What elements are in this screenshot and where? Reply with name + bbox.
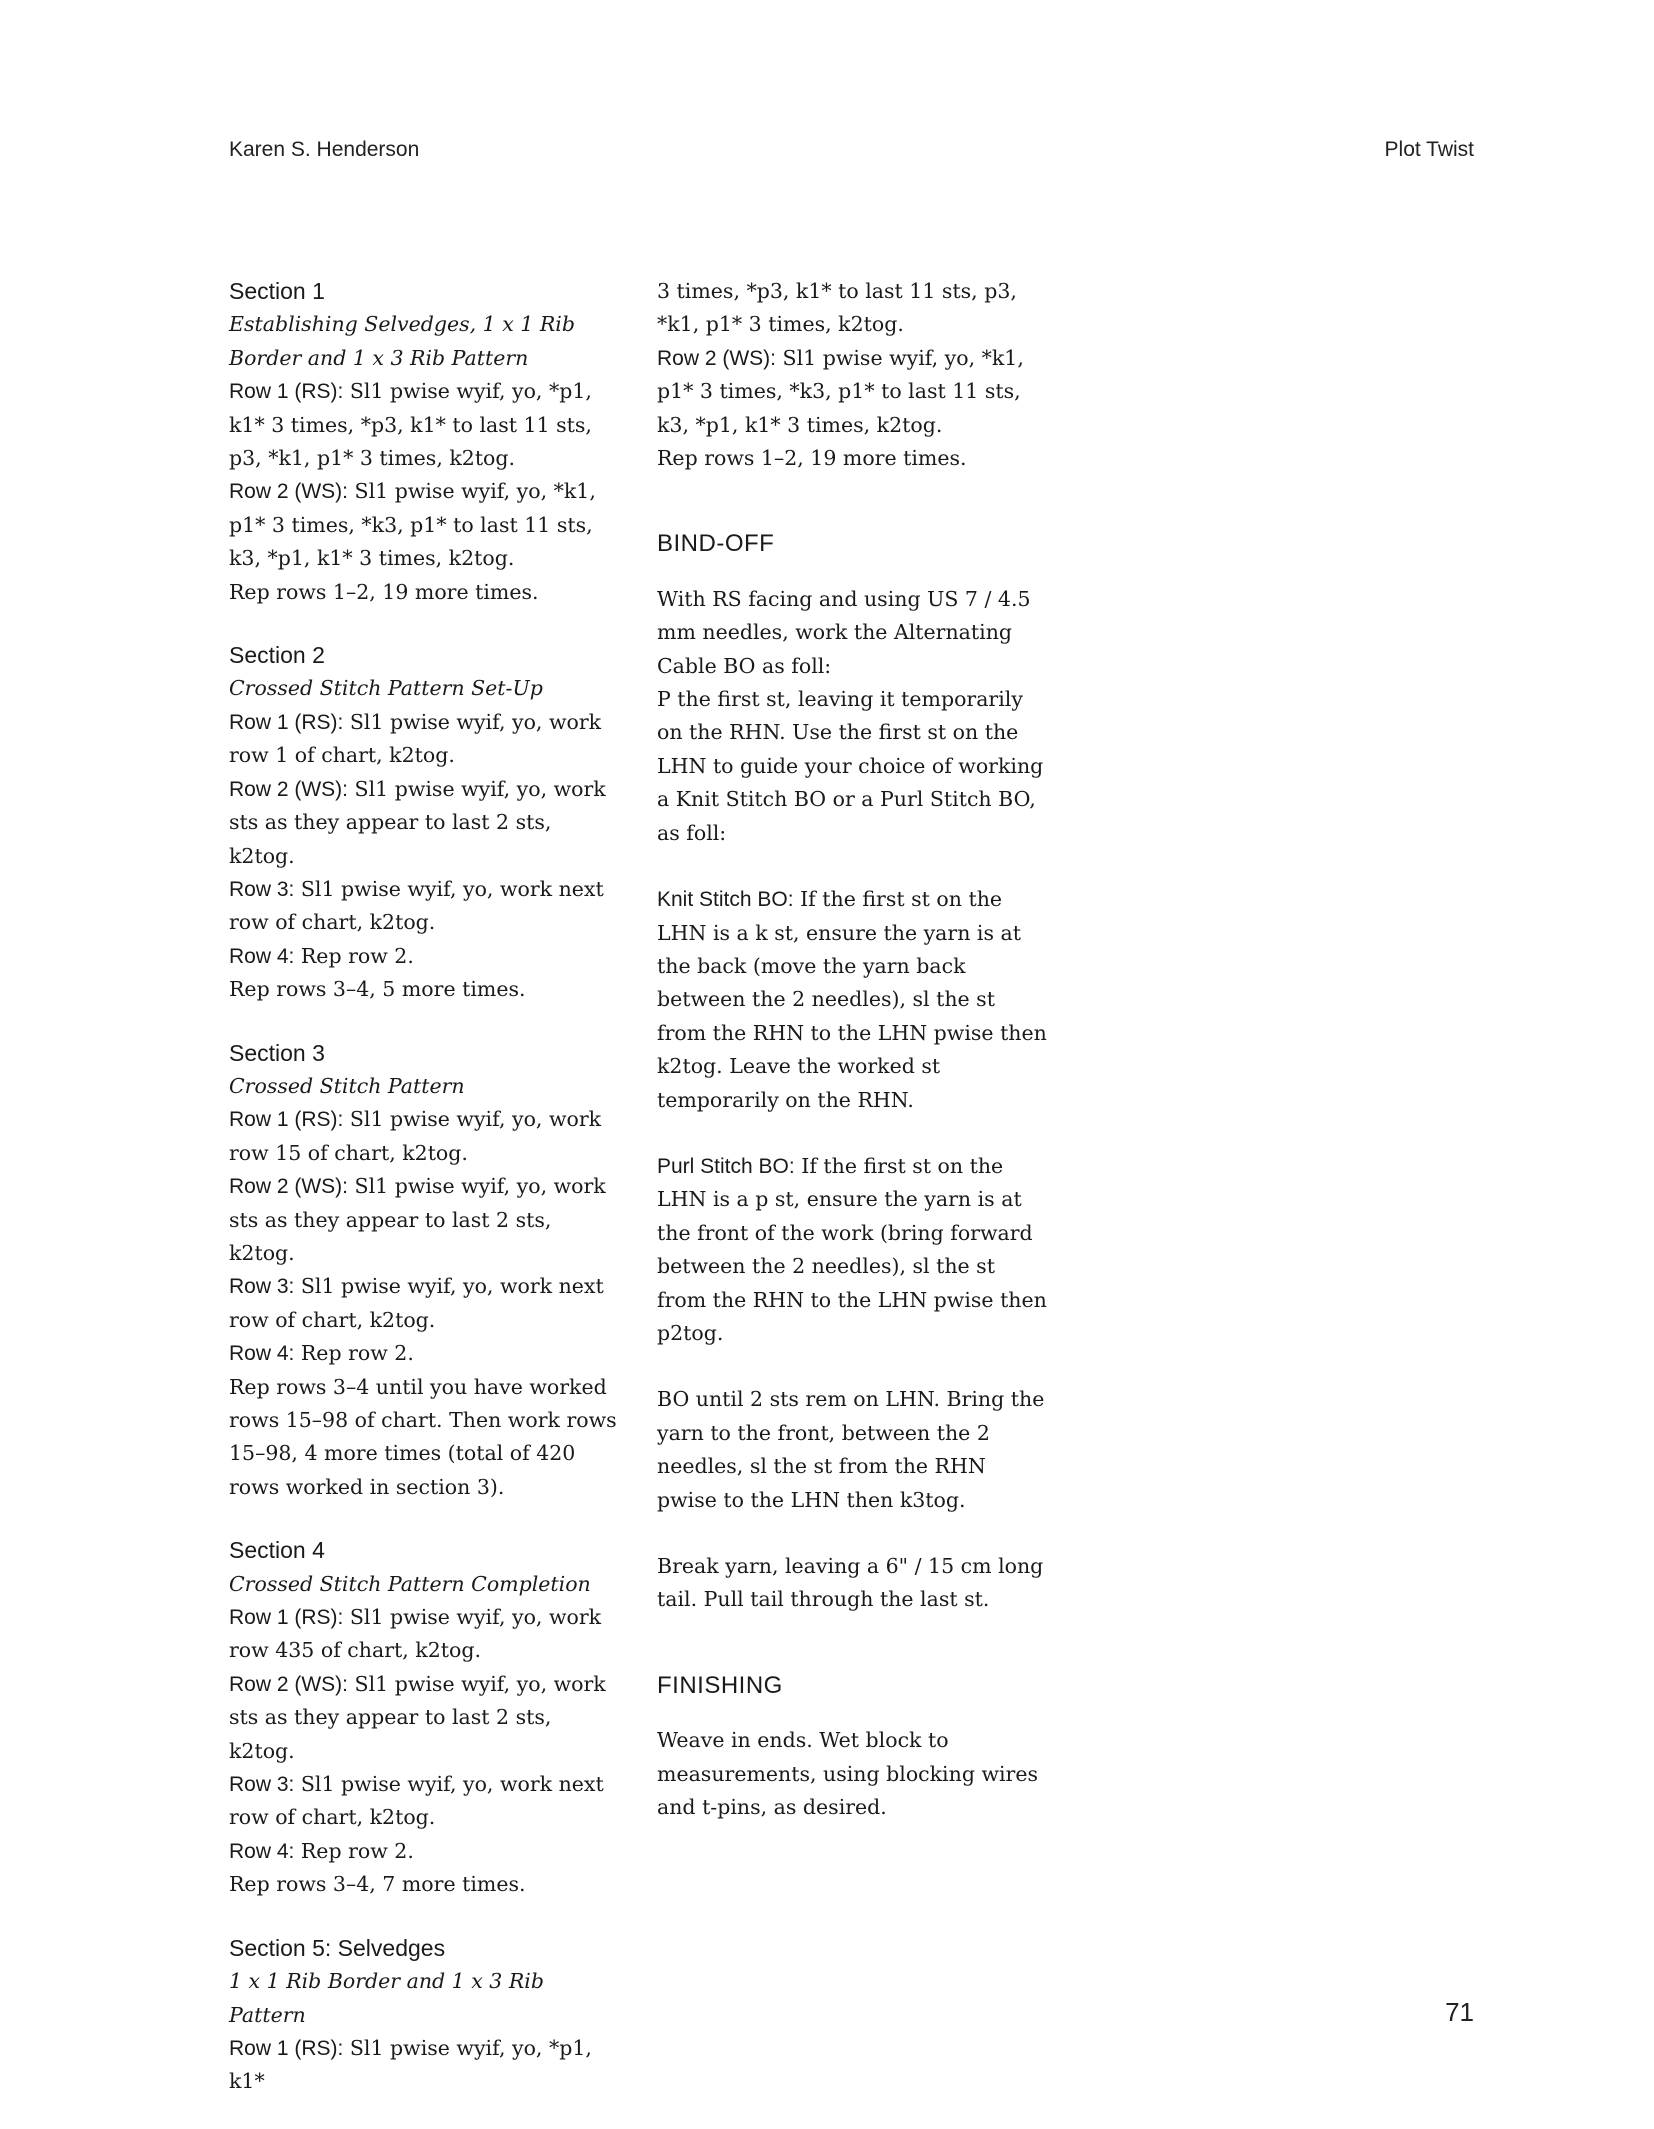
row-text: Rep rows 3–4, 5 more times. [229,977,526,1002]
row-label: Row 2 (WS): [229,1175,349,1199]
section-1 [229,275,621,609]
row-label: Row 1 (RS): [229,1606,344,1630]
row-text: Sl1 pwise wyif, yo, work next row of chart, k2tog. [229,1274,604,1332]
row-label: Row 2 (WS): [657,346,777,370]
section-title: Section 5: Selvedges [229,1934,446,1961]
bo-until: BO until 2 sts rem on LHN. Bring the yarn to the front, between the 2 needles, sl the st from the RHN pwise to the LHN then k3tog. [657,1387,1045,1512]
section-subtitle: Establishing Selvedges, 1 x 1 Rib Border and 1 x 3 Rib Pattern [229,312,575,370]
instruction-row [229,1768,621,1835]
purl-stitch-bo-text: If the first st on the LHN is a p st, ensure the yarn is at the front of the work (bring forward between the 2 needles), sl the st from the RHN to the LHN pwise then p2tog. [657,1153,1047,1345]
row-label: Row 4: [229,1342,295,1366]
instruction-row [229,1337,621,1370]
instruction-row [657,342,1049,442]
instruction-row [229,1270,621,1337]
knit-stitch-bo-label: Knit Stitch BO: [657,888,794,912]
section-subtitle: Crossed Stitch Pattern [229,1073,465,1098]
bind-off-intro: With RS facing and using US 7 / 4.5 mm needles, work the Alternating Cable BO as foll: [657,586,1031,678]
instruction-row [229,1103,621,1170]
section-title: Section 4 [229,1537,325,1564]
row-label: Row 3: [229,1773,295,1797]
right-column [657,275,1049,1824]
row-text: Rep row 2. [294,1341,414,1366]
row-text: Sl1 pwise wyif, yo, work row 15 of chart, k2tog. [229,1107,602,1165]
section-subtitle: Crossed Stitch Pattern Completion [229,1571,591,1596]
row-text: Rep rows 3–4, 7 more times. [229,1872,526,1897]
row-label: Row 3: [229,1275,295,1299]
instruction-row [229,1835,621,1868]
bind-off-section [657,583,1049,1617]
section-title: Section 1 [229,278,325,304]
section-4 [229,1534,621,1901]
instruction-row [229,1170,621,1270]
row-label: Row 4: [229,944,295,968]
instruction-row [229,1371,621,1505]
purl-stitch-bo-label: Purl Stitch BO: [657,1154,795,1178]
page-number: 71 [1445,1997,1474,2027]
purl-stitch-bo [657,1150,1049,1350]
row-text: Sl1 pwise wyif, yo, *p1, k1* 3 times, *p3, k1* to last 11 sts, p3, *k1, p1* 3 times, k2tog. [229,379,592,471]
knit-stitch-bo-text: If the first st on the LHN is a k st, ensure the yarn is at the back (move the yarn back between the 2 needles), sl the st from the RHN to the LHN pwise then k2tog. Leave the worked st temporarily on the RHN. [657,887,1047,1112]
instruction-row [229,1601,621,1668]
instruction-row [229,706,621,773]
row-text: Sl1 pwise wyif, yo, work sts as they appear to last 2 sts, k2tog. [229,1174,606,1265]
row-text: Rep rows 1–2, 19 more times. [229,579,539,604]
row-text: Sl1 pwise wyif, yo, *k1, p1* 3 times, *k3, p1* to last 11 sts, k3, *p1, k1* 3 times, k2tog. [229,479,596,571]
instruction-row [229,1868,621,1901]
section-3 [229,1037,621,1505]
row-text: Sl1 pwise wyif, yo, work next row of chart, k2tog. [229,876,604,935]
finishing-heading: FINISHING [657,1671,783,1699]
section-5 [229,1932,621,2099]
section-title: Section 3 [229,1039,325,1066]
instruction-row [229,973,621,1006]
row-text: Rep rows 1–2, 19 more times. [657,446,967,471]
row-text: Sl1 pwise wyif, yo, *p1, k1* [229,2035,592,2094]
section-5-continuation [657,275,1049,475]
row-text: Sl1 pwise wyif, yo, work sts as they appear to last 2 sts, k2tog. [229,776,606,868]
row-label: Row 1 (RS): [229,1108,344,1132]
instruction-row [229,940,621,973]
header-author: Karen S. Henderson [229,138,420,161]
instruction-row [657,275,1049,342]
instruction-row [229,1668,621,1768]
section-title: Section 2 [229,642,325,669]
row-label: Row 1 (RS): [229,710,344,734]
row-text: 3 times, *p3, k1* to last 11 sts, p3, *k1, p1* 3 times, k2tog. [657,279,1017,337]
section-2 [229,639,621,1006]
instruction-row [229,475,621,575]
instruction-row [229,773,621,873]
row-text: Sl1 pwise wyif, yo, work next row of chart, k2tog. [229,1772,604,1830]
break-yarn: Break yarn, leaving a 6" / 15 cm long tail. Pull tail through the last st. [657,1554,1044,1612]
row-label: Row 2 (WS): [229,1672,349,1696]
instruction-row [229,375,621,475]
row-label: Row 1 (RS): [229,2036,344,2060]
row-label: Row 1 (RS): [229,380,344,404]
row-label: Row 2 (WS): [229,777,349,801]
finishing-text: Weave in ends. Wet block to measurements, using blocking wires and t-pins, as desired. [657,1728,1039,1820]
bind-off-first-stitch: P the first st, leaving it temporarily on the RHN. Use the first st on the LHN to guide your choice of working a Knit Stitch BO or a Purl Stitch BO, as foll: [657,687,1044,845]
row-text: Rep row 2. [294,943,414,968]
header-book-title: Plot Twist [1384,138,1474,161]
row-label: Row 3: [229,877,295,901]
bind-off-heading: BIND-OFF [657,530,775,558]
left-column [229,275,621,2129]
instruction-row [229,2032,621,2099]
section-subtitle: 1 x 1 Rib Border and 1 x 3 Rib Pattern [229,1969,544,2027]
row-text: Rep rows 3–4 until you have worked rows 15–98 of chart. Then work rows 15–98, 4 more times (total of 420 rows worked in section 3). [229,1374,617,1499]
row-text: Sl1 pwise wyif, yo, work sts as they appear to last 2 sts, k2tog. [229,1671,606,1763]
instruction-row [657,442,1049,475]
row-text: Sl1 pwise wyif, yo, work row 435 of chart, k2tog. [229,1605,602,1663]
instruction-row [229,576,621,609]
section-subtitle: Crossed Stitch Pattern Set-Up [229,676,543,701]
row-text: Sl1 pwise wyif, yo, work row 1 of chart, k2tog. [229,709,602,768]
instruction-row [229,873,621,940]
row-label: Row 2 (WS): [229,480,349,504]
row-text: Rep row 2. [294,1838,414,1863]
row-label: Row 4: [229,1839,295,1863]
row-text: Sl1 pwise wyif, yo, *k1, p1* 3 times, *k3, p1* to last 11 sts, k3, *p1, k1* 3 times, k2tog. [657,345,1024,437]
knit-stitch-bo [657,883,1049,1117]
